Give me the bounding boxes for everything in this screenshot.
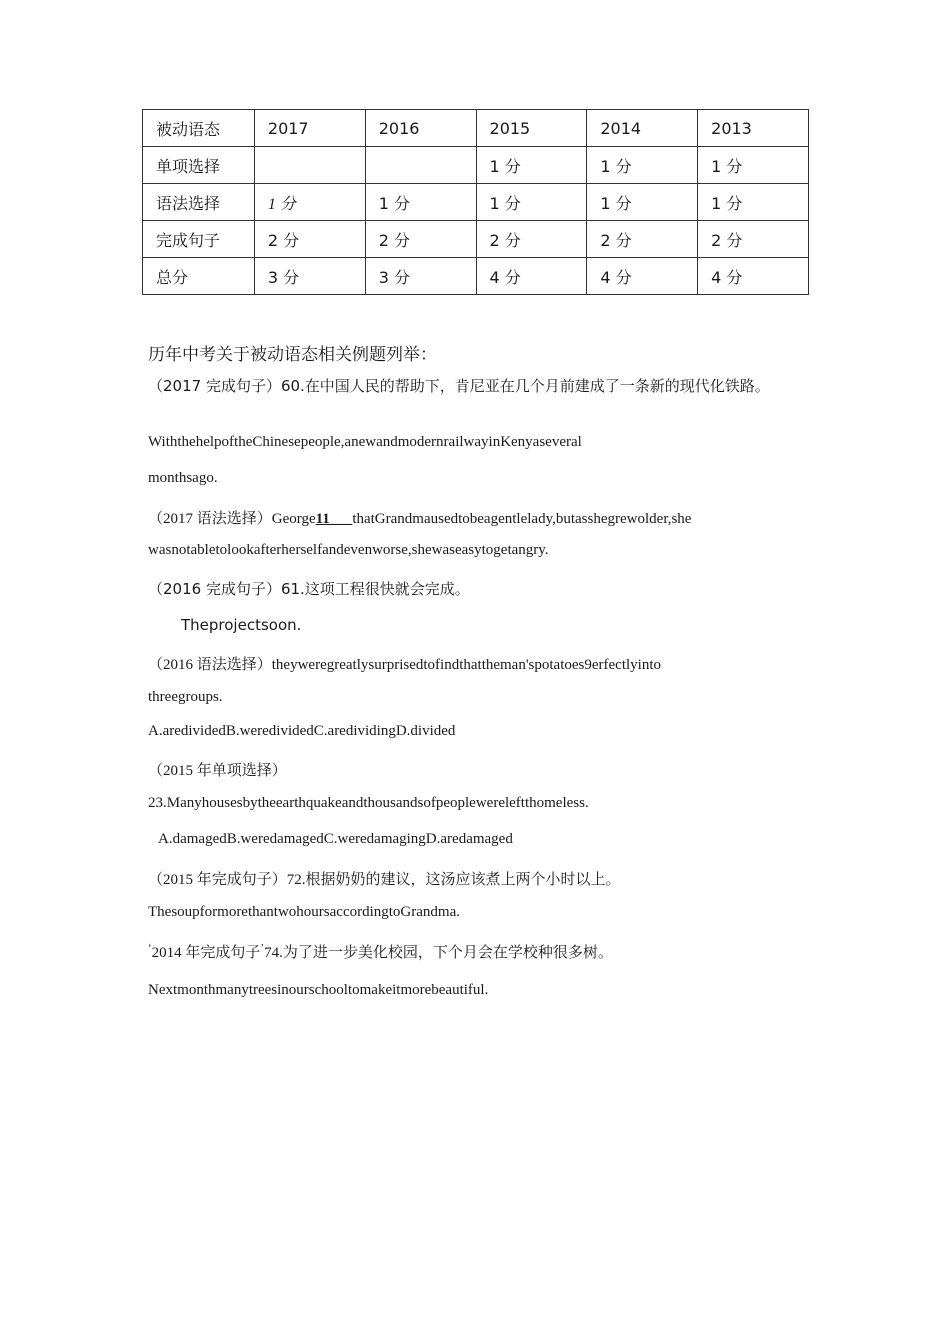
question-60-chinese: （2017 完成句子）60.在中国人民的帮助下，肯尼亚在几个月前建成了一条新的现代化铁路。 [148, 377, 770, 395]
table-cell: 语法选择 [143, 184, 255, 221]
score-table [142, 109, 809, 295]
close-quote: ’ [260, 942, 265, 954]
open-quote: ‘ [148, 942, 152, 954]
table-cell: 1 分 [698, 147, 809, 184]
table-cell: 2 分 [254, 221, 365, 258]
grammar-2016-line1 [148, 653, 661, 674]
table-cell: 完成句子 [143, 221, 255, 258]
table-cell: 2 分 [587, 221, 698, 258]
table-header-cell: 被动语态 [143, 110, 255, 147]
table-cell [254, 147, 365, 184]
table-header-cell: 2013 [698, 110, 809, 147]
grammar-2017-blank: 11___ [315, 511, 353, 527]
question-60-english-line2: monthsago. [148, 470, 218, 486]
table-header-cell: 2017 [254, 110, 365, 147]
table-cell: 总分 [143, 258, 255, 295]
table-row [143, 147, 809, 184]
table-cell: 4 分 [587, 258, 698, 295]
table-cell: 1 分 [587, 184, 698, 221]
table-cell: 3 分 [365, 258, 476, 295]
table-cell: 2 分 [476, 221, 587, 258]
grammar-2017-line1 [148, 507, 691, 528]
table-cell [365, 147, 476, 184]
table-cell: 4 分 [476, 258, 587, 295]
table-cell: 1 分 [476, 184, 587, 221]
question-23: 23.Manyhousesbytheearthquakeandthousandsofpeoplewereleftthomeless. [148, 795, 589, 811]
grammar-2016-line2: threegroups. [148, 689, 223, 705]
question-74-chinese [148, 941, 613, 962]
grammar-2016-label: （2016 语法选择） [148, 657, 272, 673]
grammar-2016-text: theyweregreatlysurprisedtofindthattheman'spotatoes9erfectlyinto [271, 657, 662, 673]
table-cell: 1 分 [254, 184, 365, 221]
table-cell: 单项选择 [143, 147, 255, 184]
table-cell: 2 分 [698, 221, 809, 258]
table-cell: 1 分 [476, 147, 587, 184]
table-header-cell: 2016 [365, 110, 476, 147]
question-60-english-line1: WiththehelpoftheChinesepeople,anewandmodernrailwayinKenyaseveral [148, 434, 582, 450]
table-cell: 1 分 [365, 184, 476, 221]
question-72-chinese: （2015 年完成句子）72.根据奶奶的建议，这汤应该煮上两个小时以上。 [148, 872, 621, 888]
table-header-cell: 2015 [476, 110, 587, 147]
grammar-2017-line2: wasnotabletolookafterherselfandevenworse,shewaseasytogetangry. [148, 542, 549, 558]
question-74-english: Nextmonthmanytreesinourschooltomakeitmorebeautiful. [148, 982, 489, 998]
table-cell: 4 分 [698, 258, 809, 295]
grammar-2016-options: A.aredividedB.weredividedC.aredividingD.divided [148, 723, 456, 739]
table-cell: 2 分 [365, 221, 476, 258]
table-cell: 3 分 [254, 258, 365, 295]
table-header-row [143, 110, 809, 147]
choice-2015-label: （2015 年单项选择） [148, 763, 287, 779]
question-61-english: Theprojectsoon. [181, 616, 302, 634]
table-row [143, 221, 809, 258]
table-cell: 1 分 [698, 184, 809, 221]
question-23-options: A.damagedB.weredamagedC.weredamagingD.aredamaged [158, 831, 513, 847]
table-row [143, 184, 809, 221]
table-header-cell: 2014 [587, 110, 698, 147]
question-74-text: 74.为了进一步美化校园，下个月会在学校种很多树。 [264, 945, 613, 961]
question-61-chinese: （2016 完成句子）61.这项工程很快就会完成。 [148, 580, 470, 598]
grammar-2017-text: thatGrandmausedtobeagentlelady,butasshegrewolder,she [352, 511, 692, 527]
section-heading: 历年中考关于被动语态相关例题列举： [148, 345, 437, 365]
question-74-label: 2014 年完成句子 [151, 945, 261, 961]
table-cell: 1 分 [587, 147, 698, 184]
table-row [143, 258, 809, 295]
grammar-2017-label: （2017 语法选择）George [148, 511, 316, 527]
question-72-english: ThesoupformorethantwohoursaccordingtoGrandma. [148, 904, 460, 920]
